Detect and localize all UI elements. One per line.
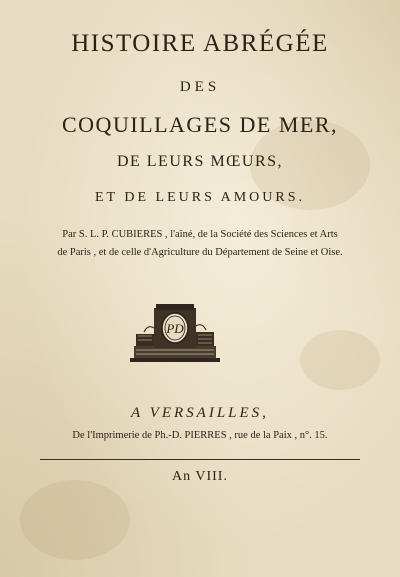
author-line-2: de Paris , et de celle d'Agriculture du Département de Seine et Oise. bbox=[57, 247, 343, 258]
divider-rule bbox=[40, 459, 360, 460]
title-de-leurs-moeurs: DE LEURS MŒURS, bbox=[116, 153, 284, 170]
title-histoire-abregee: HISTOIRE ABRÉGÉE bbox=[71, 30, 329, 57]
imprint-printer: De l'Imprimerie de Ph.-D. PIERRES , rue de la Paix , n°. 15. bbox=[72, 430, 328, 441]
author-line-1: Par S. L. P. CUBIERES , l'aîné, de la Société des Sciences et Arts bbox=[62, 229, 338, 240]
publication-date: An VIII. bbox=[172, 469, 228, 484]
paper-stain bbox=[300, 330, 380, 390]
paper-stain bbox=[20, 480, 130, 560]
printers-device-vignette-icon bbox=[130, 302, 220, 372]
vignette-monogram: PD bbox=[166, 321, 184, 336]
imprint-city: A VERSAILLES, bbox=[131, 405, 269, 421]
title-coquillages-de-mer: COQUILLAGES DE MER, bbox=[62, 112, 338, 137]
title-des: DES bbox=[179, 79, 221, 95]
title-de-leurs-amours: ET DE LEURS AMOURS. bbox=[95, 190, 305, 205]
